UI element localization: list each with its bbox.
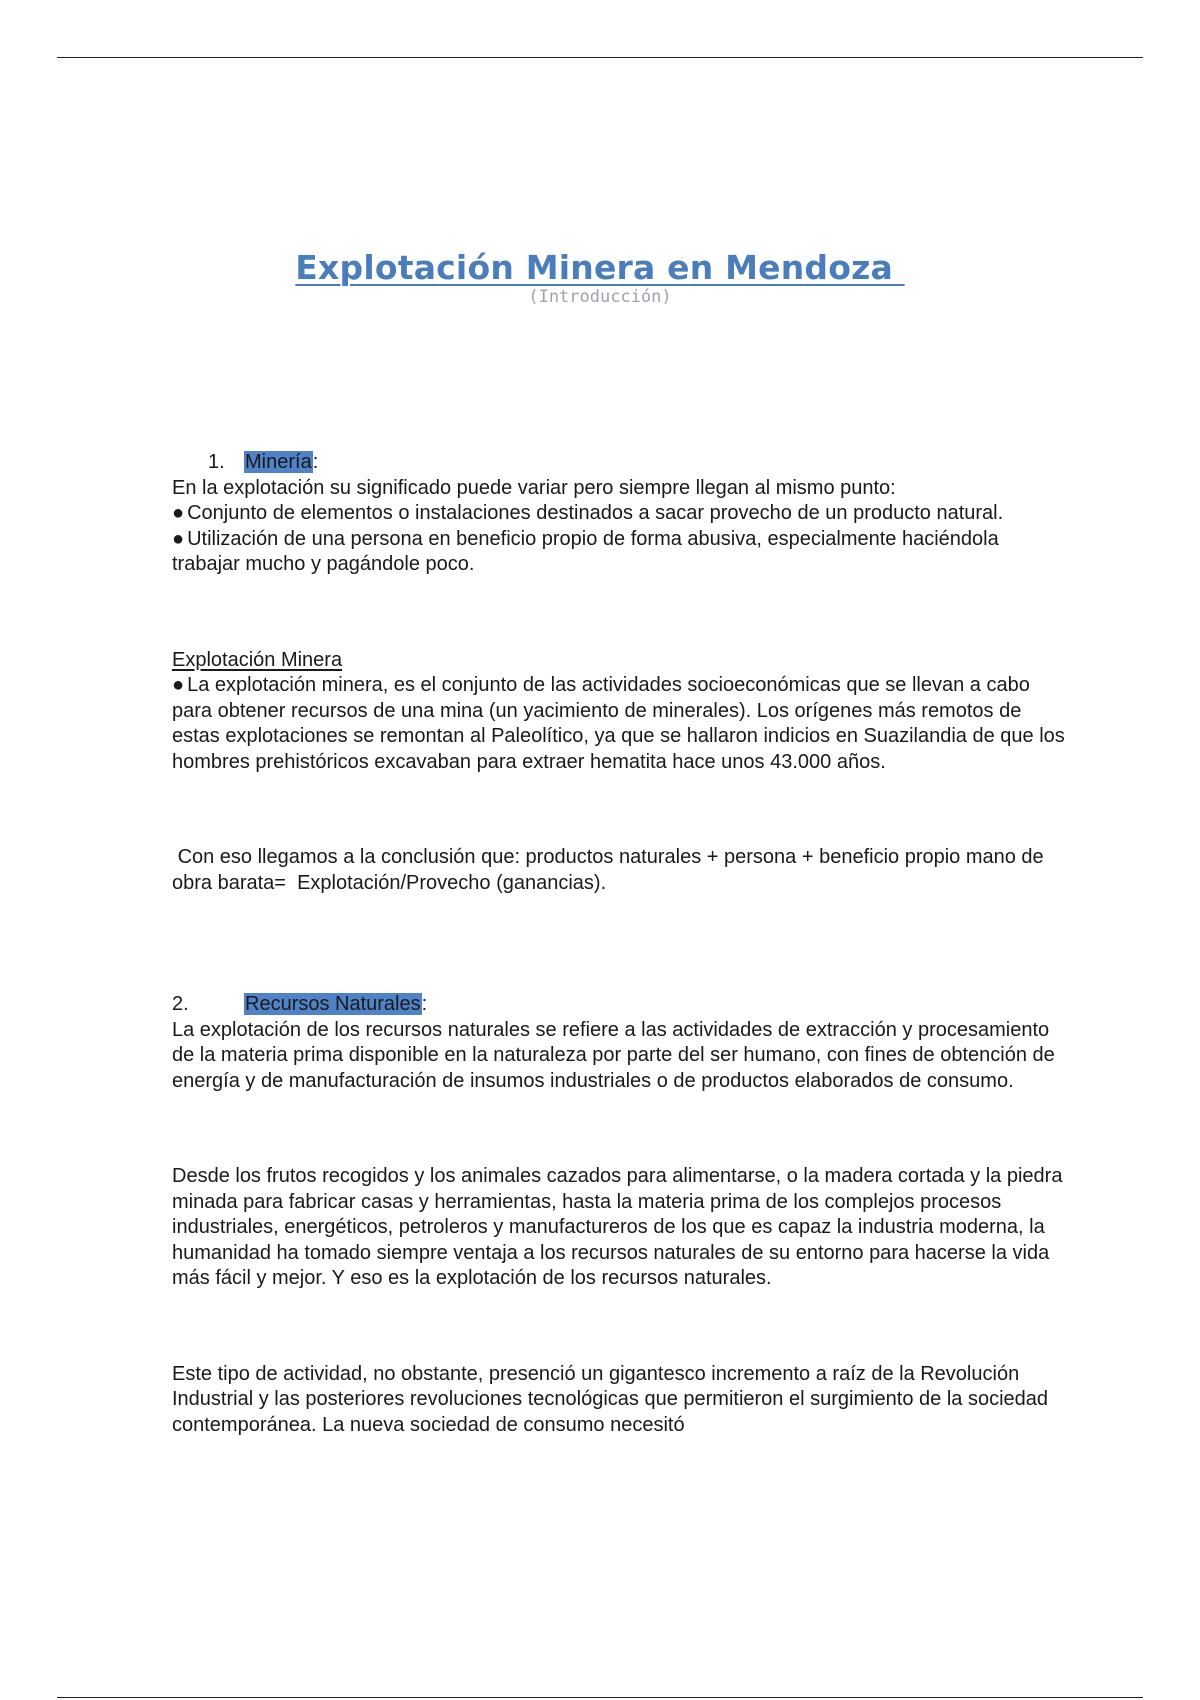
document-body (172, 450, 1072, 1438)
paragraph: Este tipo de actividad, no obstante, presenció un gigantesco incremento a raíz de la Revolución Industrial y las posteriores revoluciones tecnológicas que permitieron el surgimiento de la sociedad contemporánea. La nueva sociedad de consumo necesitó (172, 1362, 1049, 1436)
heading-colon: : (421, 993, 428, 1015)
section-number: 1. (208, 451, 225, 473)
footer-rule (57, 1697, 1143, 1698)
conclusion-paragraph: Con eso llegamos a la conclusión que: productos naturales + persona + beneficio propio mano de obra barata= Explotación/Provecho (ganancias). (172, 846, 1050, 894)
title-block (0, 248, 1200, 307)
spacer (172, 578, 1072, 648)
spacer (172, 1292, 1072, 1362)
bullet-item (172, 673, 1072, 775)
paragraph: Desde los frutos recogidos y los animales cazados para alimentarse, o la madera cortada y la piedra minada para fabricar casas y herramientas, hasta la materia prima de los complejos procesos industriales, energéticos, petroleros y manufactureros de los que es capaz la industria moderna, la humanidad ha tomado siempre ventaja a los recursos naturales de su entorno para hacerse la vida más fácil y mejor. Y eso es la explotación de los recursos naturales. (172, 1165, 1063, 1289)
document-subtitle: (Introducción) (528, 287, 672, 307)
spacer (172, 1094, 1072, 1164)
spacer (172, 896, 1072, 992)
subheading-explotacion-minera: Explotación Minera (172, 648, 343, 671)
highlighted-heading: Minería (245, 451, 312, 473)
bullet-icon: ● (172, 502, 185, 524)
document-title: Explotación Minera en Mendoza (295, 248, 905, 287)
bullet-icon: ● (172, 527, 185, 550)
bullet-text: Utilización de una persona en beneficio propio de forma abusiva, especialmente haciéndola trabajar mucho y pagándole poco. (172, 527, 999, 575)
bullet-icon: ● (172, 674, 185, 696)
heading-colon: : (312, 451, 319, 473)
header-rule (57, 57, 1143, 58)
spacer (172, 775, 1072, 845)
section-heading-mineria (172, 450, 1072, 476)
highlighted-heading: Recursos Naturales (245, 993, 421, 1015)
section1-intro: En la explotación su significado puede variar pero siempre llegan al mismo punto: (172, 476, 896, 499)
paragraph: La explotación de los recursos naturales se refiere a las actividades de extracción y procesamiento de la materia prima disponible en la naturaleza por parte del ser humano, con fines de obtención de energía y de manufacturación de insumos industriales o de productos elaborados de consumo. (172, 1018, 1055, 1092)
section-heading-recursos-naturales (172, 992, 1072, 1018)
bullet-text: Conjunto de elementos o instalaciones destinados a sacar provecho de un producto natural. (187, 502, 1004, 524)
section-number: 2. (172, 993, 189, 1015)
bullet-item (172, 527, 1072, 578)
bullet-text: La explotación minera, es el conjunto de las actividades socioeconómicas que se llevan a cabo para obtener recursos de una mina (un yacimiento de minerales). Los orígenes más remotos de estas explotaciones se remontan al Paleolítico, ya que se hallaron indicios en Suazilandia de que los hombres prehistóricos excavaban para extraer hematita hace unos 43.000 años. (172, 674, 1065, 773)
bullet-item (172, 501, 1072, 527)
